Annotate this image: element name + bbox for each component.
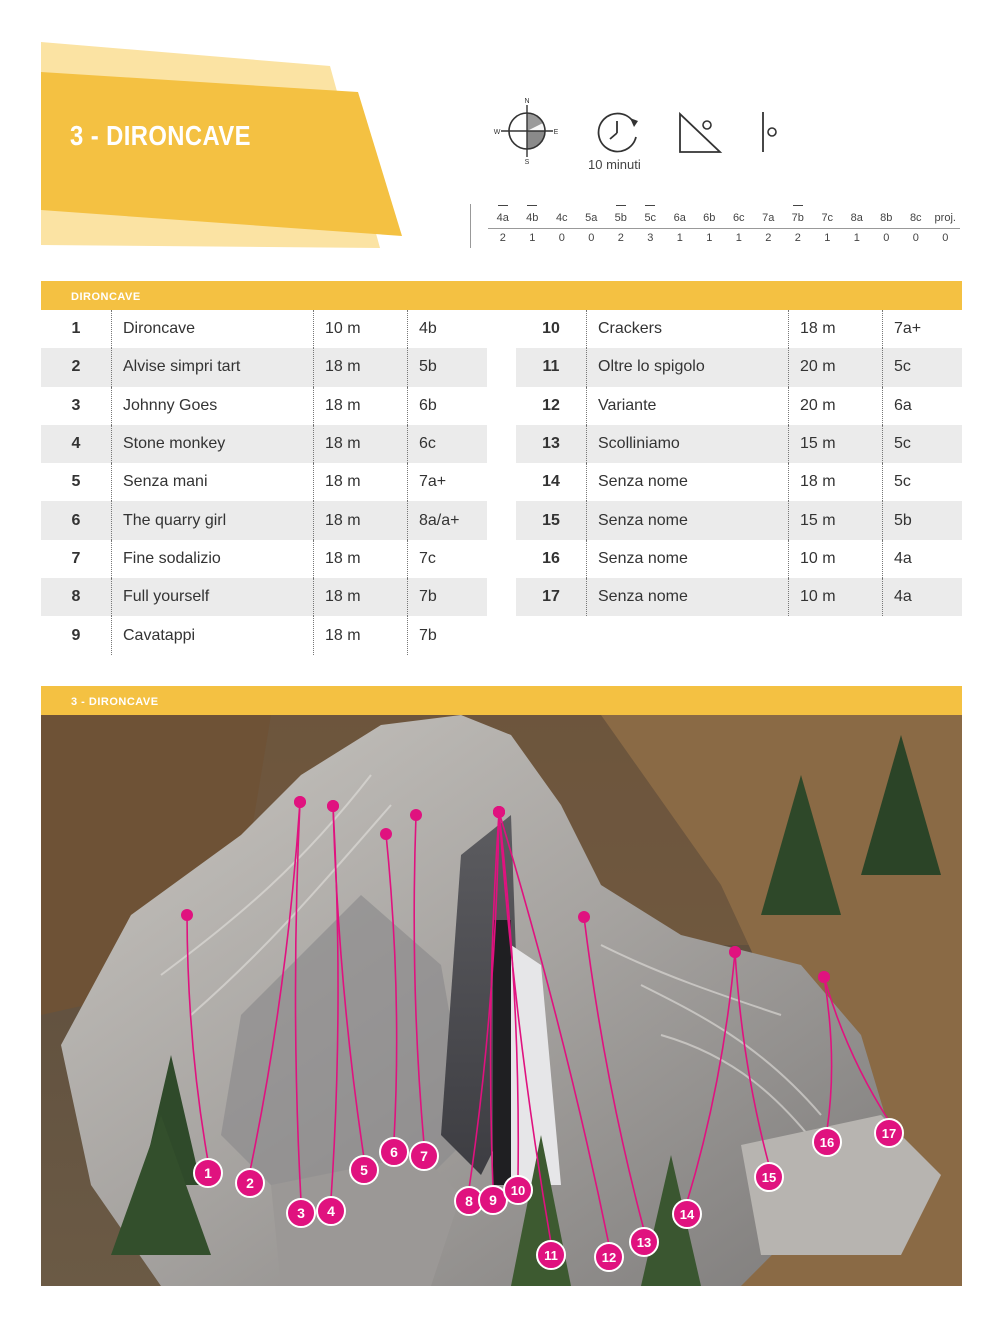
column-separator	[111, 501, 112, 539]
column-separator	[586, 463, 587, 501]
compass-n-label: N	[524, 98, 530, 105]
column-separator	[407, 578, 408, 616]
route-marker-number: 5	[360, 1162, 368, 1178]
route-marker-number: 14	[679, 1207, 695, 1222]
route-number: 14	[542, 473, 560, 491]
column-separator	[882, 425, 883, 463]
route-row	[41, 463, 487, 501]
column-separator	[882, 310, 883, 348]
grade-labels	[488, 210, 960, 226]
grade-label: 6c	[732, 212, 745, 224]
route-number: 11	[542, 358, 560, 376]
column-separator	[313, 425, 314, 463]
column-separator	[111, 387, 112, 425]
grade-label: 4b	[518, 210, 548, 226]
route-length: 18 m	[325, 396, 361, 414]
grade-label: 8b	[880, 212, 893, 224]
route-name: Oltre lo spigolo	[598, 358, 705, 376]
route-length: 10 m	[325, 320, 361, 338]
column-separator	[111, 616, 112, 654]
column-separator	[111, 348, 112, 386]
route-marker-number: 9	[489, 1192, 497, 1208]
grade-label: 5c	[636, 210, 666, 226]
route-top-anchor	[729, 946, 741, 958]
route-row	[516, 310, 962, 348]
route-top-anchor	[578, 911, 590, 923]
route-grade: 4a	[894, 588, 912, 606]
route-number: 9	[71, 626, 81, 644]
route-number: 7	[71, 549, 81, 567]
route-number: 8	[71, 588, 81, 606]
column-separator	[788, 425, 789, 463]
route-number: 5	[71, 473, 81, 491]
grade-label: 5b	[606, 210, 636, 226]
column-separator	[313, 540, 314, 578]
column-separator	[882, 501, 883, 539]
route-top-anchor	[181, 909, 193, 921]
route-marker-number: 13	[636, 1235, 652, 1250]
grade-overline	[645, 205, 655, 206]
route-name: Stone monkey	[123, 435, 226, 453]
crag-photo-topo	[41, 715, 962, 1286]
route-number: 4	[71, 435, 81, 453]
grade-count: 3	[647, 232, 654, 244]
column-separator	[882, 578, 883, 616]
route-marker-number: 6	[390, 1144, 398, 1160]
route-name: Variante	[598, 396, 657, 414]
route-marker-number: 10	[510, 1183, 526, 1198]
column-separator	[586, 425, 587, 463]
walk-time: 10 minuti	[588, 157, 641, 172]
route-row	[516, 578, 962, 616]
route-row	[516, 425, 962, 463]
route-name: Full yourself	[123, 588, 210, 606]
grade-count: 2	[765, 232, 772, 244]
route-name: Dironcave	[123, 320, 196, 338]
route-length: 20 m	[800, 396, 836, 414]
route-marker-number: 16	[819, 1135, 835, 1150]
column-separator	[788, 310, 789, 348]
column-separator	[111, 578, 112, 616]
table-section-header: DIRONCAVE	[41, 281, 962, 310]
column-separator	[407, 463, 408, 501]
column-separator	[407, 425, 408, 463]
route-row	[41, 310, 487, 348]
route-name: Fine sodalizio	[123, 549, 221, 567]
route-length: 18 m	[325, 549, 361, 567]
column-separator	[788, 348, 789, 386]
route-number: 17	[542, 588, 560, 606]
column-separator	[788, 501, 789, 539]
route-top-anchor	[380, 828, 392, 840]
route-number: 15	[542, 511, 560, 529]
route-name: Alvise simpri tart	[123, 358, 241, 376]
column-separator	[111, 540, 112, 578]
route-row	[41, 425, 487, 463]
route-length: 18 m	[325, 626, 361, 644]
route-marker-number: 7	[420, 1148, 428, 1164]
route-grade: 6b	[419, 396, 437, 414]
route-grade: 7a+	[894, 320, 922, 338]
route-length: 18 m	[800, 320, 836, 338]
route-grade: 5c	[894, 473, 911, 491]
route-name: Senza nome	[598, 511, 688, 529]
route-name: Senza nome	[598, 588, 688, 606]
column-separator	[111, 463, 112, 501]
grade-count: 2	[499, 232, 506, 244]
route-name: Crackers	[598, 320, 663, 338]
column-separator	[882, 540, 883, 578]
route-grade: 7b	[419, 588, 437, 606]
grade-overline	[793, 205, 803, 206]
column-separator	[313, 501, 314, 539]
grade-counts	[488, 228, 960, 244]
grade-label: 6a	[673, 212, 686, 224]
route-marker-number: 3	[297, 1205, 305, 1221]
grade-overline	[616, 205, 626, 206]
route-grade: 5b	[894, 511, 912, 529]
route-row	[516, 540, 962, 578]
route-length: 10 m	[800, 588, 836, 606]
route-marker-number: 1	[204, 1165, 212, 1181]
column-separator	[586, 348, 587, 386]
column-separator	[313, 463, 314, 501]
route-grade: 5c	[894, 435, 911, 453]
column-separator	[407, 501, 408, 539]
column-separator	[407, 310, 408, 348]
route-row	[41, 387, 487, 425]
photo-section-header: 3 - DIRONCAVE	[41, 686, 962, 715]
grade-count: 1	[529, 232, 536, 244]
column-separator	[788, 578, 789, 616]
route-number: 12	[542, 396, 560, 414]
grade-overline	[527, 205, 537, 206]
route-grade: 6c	[419, 435, 436, 453]
grade-count: 1	[735, 232, 742, 244]
column-separator	[407, 540, 408, 578]
routes-table-left	[41, 310, 487, 655]
route-top-anchor	[327, 800, 339, 812]
column-separator	[407, 387, 408, 425]
route-name: Cavatappi	[123, 626, 196, 644]
compass-icon	[492, 96, 562, 166]
route-top-anchor	[410, 809, 422, 821]
route-row	[516, 501, 962, 539]
grade-label: 6b	[703, 212, 716, 224]
route-name: Senza mani	[123, 473, 208, 491]
column-separator	[313, 387, 314, 425]
grade-label: 7b	[783, 210, 813, 226]
route-grade: 7a+	[419, 473, 447, 491]
route-number: 6	[71, 511, 81, 529]
route-length: 18 m	[325, 588, 361, 606]
grade-count: 1	[706, 232, 713, 244]
compass-e-label: E	[553, 129, 559, 136]
route-row	[516, 348, 962, 386]
grade-label: 8a	[850, 212, 863, 224]
route-marker-number: 15	[761, 1170, 777, 1185]
routes-table-right	[516, 310, 962, 616]
route-row	[41, 348, 487, 386]
compass-s-label: S	[524, 159, 530, 166]
route-row	[41, 616, 487, 654]
column-separator	[407, 348, 408, 386]
compass-w-label: W	[493, 129, 501, 136]
column-separator	[882, 348, 883, 386]
grades-divider	[470, 204, 471, 248]
route-grade: 7b	[419, 626, 437, 644]
column-separator	[313, 348, 314, 386]
route-grade: 4b	[419, 320, 437, 338]
route-marker-number: 11	[544, 1248, 558, 1263]
grade-label: proj.	[934, 212, 956, 224]
height-icon	[756, 110, 782, 154]
route-number: 16	[542, 549, 560, 567]
grade-count: 2	[794, 232, 801, 244]
route-number: 1	[71, 320, 81, 338]
route-number: 13	[542, 435, 560, 453]
column-separator	[788, 540, 789, 578]
route-length: 10 m	[800, 549, 836, 567]
grade-label: 8c	[909, 212, 922, 224]
column-separator	[407, 616, 408, 654]
route-marker-number: 8	[465, 1193, 473, 1209]
grade-overline	[498, 205, 508, 206]
route-name: Johnny Goes	[123, 396, 218, 414]
route-grade: 6a	[894, 396, 912, 414]
route-length: 20 m	[800, 358, 836, 376]
column-separator	[111, 310, 112, 348]
route-top-anchor	[294, 796, 306, 808]
route-grade: 7c	[419, 549, 436, 567]
grade-count: 0	[883, 232, 890, 244]
route-top-anchor	[818, 971, 830, 983]
route-length: 15 m	[800, 511, 836, 529]
column-separator	[111, 425, 112, 463]
route-length: 18 m	[800, 473, 836, 491]
grade-count: 1	[853, 232, 860, 244]
column-separator	[586, 387, 587, 425]
route-marker-number: 4	[327, 1203, 335, 1219]
route-row	[516, 387, 962, 425]
grade-label: 4a	[488, 210, 518, 226]
route-number: 2	[71, 358, 81, 376]
route-length: 18 m	[325, 435, 361, 453]
grade-label: 7a	[762, 212, 775, 224]
route-marker-number: 2	[246, 1175, 254, 1191]
route-name: Senza nome	[598, 473, 688, 491]
route-number: 10	[542, 320, 560, 338]
grade-distribution	[488, 210, 960, 244]
route-length: 15 m	[800, 435, 836, 453]
column-separator	[313, 578, 314, 616]
route-grade: 8a/a+	[419, 511, 460, 529]
column-separator	[788, 387, 789, 425]
grade-count: 0	[588, 232, 595, 244]
route-top-anchor	[493, 806, 505, 818]
route-grade: 5b	[419, 358, 437, 376]
route-length: 18 m	[325, 511, 361, 529]
clock-icon	[594, 109, 644, 155]
column-separator	[882, 387, 883, 425]
column-separator	[586, 578, 587, 616]
grade-label: 7c	[821, 212, 834, 224]
route-row	[41, 578, 487, 616]
route-marker-number: 12	[601, 1250, 617, 1265]
route-name: Scolliniamo	[598, 435, 680, 453]
route-name: Senza nome	[598, 549, 688, 567]
column-separator	[586, 310, 587, 348]
grade-count: 0	[912, 232, 919, 244]
column-separator	[313, 310, 314, 348]
route-row	[41, 540, 487, 578]
column-separator	[313, 616, 314, 654]
grade-label: 4c	[555, 212, 568, 224]
grade-count: 2	[617, 232, 624, 244]
grade-count: 0	[558, 232, 565, 244]
page-title: 3 - DIRONCAVE	[70, 120, 251, 151]
column-separator	[788, 463, 789, 501]
route-row	[516, 463, 962, 501]
column-separator	[882, 463, 883, 501]
grade-count: 1	[824, 232, 831, 244]
column-separator	[586, 540, 587, 578]
grade-label: 5a	[585, 212, 598, 224]
route-grade: 4a	[894, 549, 912, 567]
grade-count: 0	[942, 232, 949, 244]
route-number: 3	[71, 396, 81, 414]
route-grade: 5c	[894, 358, 911, 376]
route-marker-number: 17	[881, 1126, 897, 1141]
route-length: 18 m	[325, 473, 361, 491]
route-name: The quarry girl	[123, 511, 227, 529]
slope-icon	[676, 110, 724, 154]
column-separator	[586, 501, 587, 539]
route-row	[41, 501, 487, 539]
grade-count: 1	[676, 232, 683, 244]
route-length: 18 m	[325, 358, 361, 376]
